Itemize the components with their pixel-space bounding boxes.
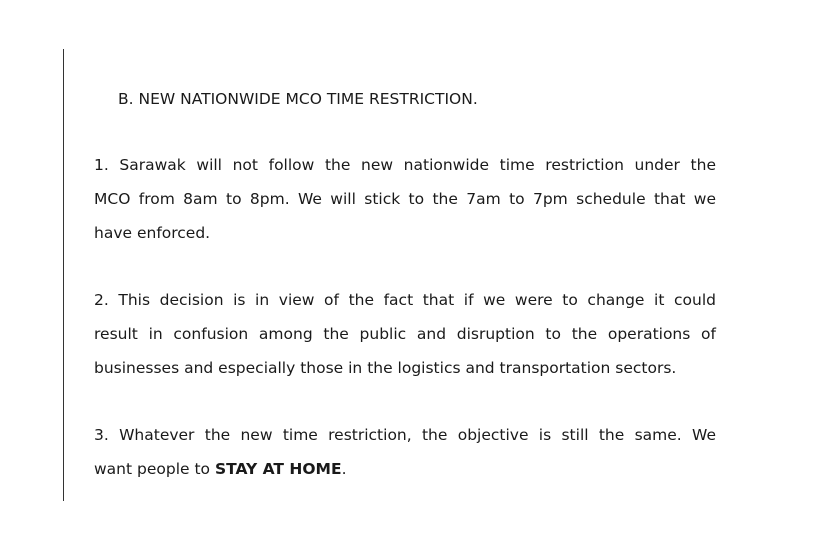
paragraph-line: 2. This decision is in view of the fact that if we were to change it could: [94, 291, 716, 309]
paragraph-3: [94, 418, 716, 486]
paragraph-line: MCO from 8am to 8pm. We will stick to the 7am to 7pm schedule that we: [94, 190, 716, 208]
paragraph-line: 1. Sarawak will not follow the new nationwide time restriction under the: [94, 156, 716, 174]
paragraph-2: [94, 283, 716, 385]
final-line-suffix: .: [341, 460, 347, 478]
paragraph-line: result in confusion among the public and disruption to the operations of: [94, 325, 716, 343]
paragraph-1: [94, 148, 716, 250]
section-heading: B. NEW NATIONWIDE MCO TIME RESTRICTION.: [118, 90, 478, 108]
paragraph-line: have enforced.: [94, 224, 211, 242]
paragraph-line: businesses and especially those in the logistics and transportation sectors.: [94, 359, 677, 377]
emphasis-text: STAY AT HOME: [214, 460, 342, 478]
paragraph-line: 3. Whatever the new time restriction, the objective is still the same. We: [94, 426, 716, 444]
paragraph-line-final: [94, 452, 716, 486]
final-line-prefix: want people to: [94, 460, 215, 478]
margin-rule: [63, 49, 64, 501]
